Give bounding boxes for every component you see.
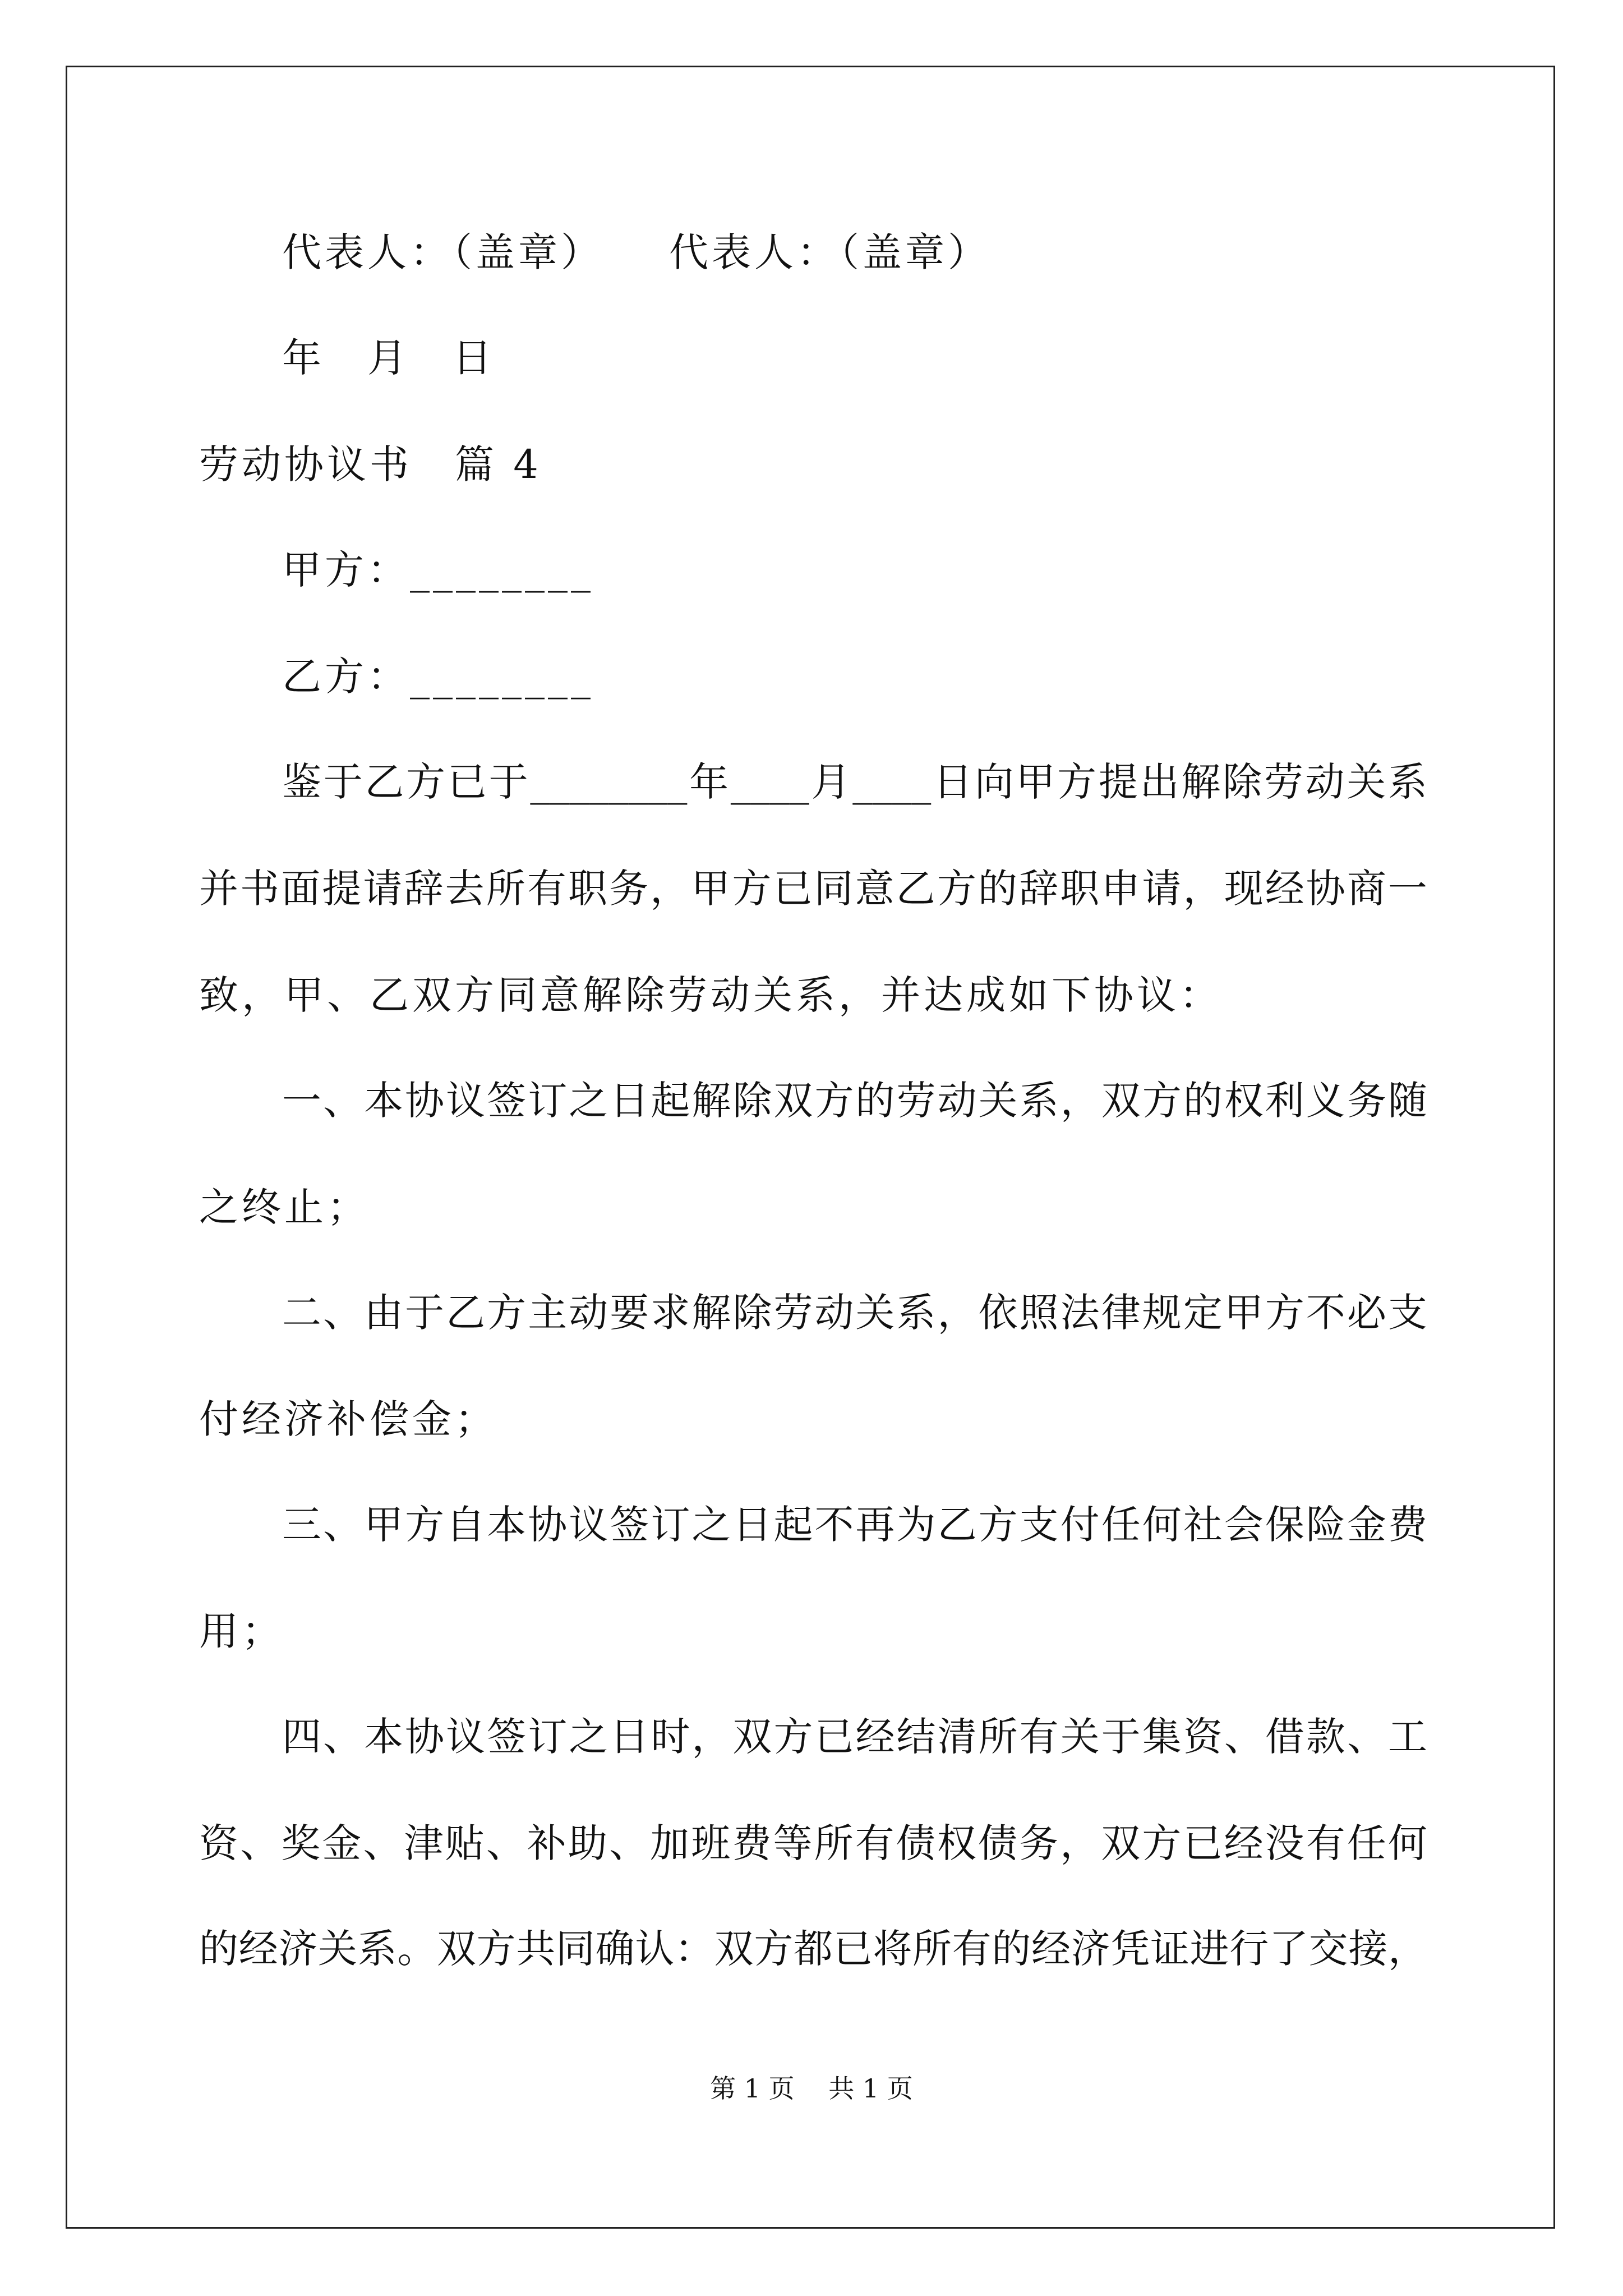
party-a-line: 甲方：________ xyxy=(282,547,594,593)
clause-3-line-2: 用； xyxy=(199,1608,284,1654)
section-title: 劳动协议书 篇 4 xyxy=(199,441,542,487)
intro-paragraph-line-3: 致，甲、乙双方同意解除劳动关系，并达成如下协议： xyxy=(199,972,1222,1018)
clause-2-line-2: 付经济补偿金； xyxy=(199,1396,497,1442)
clause-3-line-1: 三、甲方自本协议签订之日起不再为乙方支付任何社会保险金费 xyxy=(282,1502,1427,1548)
clause-1-line-1: 一、本协议签订之日起解除双方的劳动关系，双方的权利义务随 xyxy=(282,1078,1427,1124)
clause-1-line-2: 之终止； xyxy=(199,1184,370,1230)
intro-paragraph-line-2: 并书面提请辞去所有职务，甲方已同意乙方的辞职申请，现经协商一 xyxy=(199,866,1427,912)
intro-paragraph-line-1: 鉴于乙方已于________年____月____日向甲方提出解除劳动关系 xyxy=(282,759,1427,805)
signature-representatives-line: 代表人：（盖章） 代表人：（盖章） xyxy=(282,229,990,275)
party-b-line: 乙方：________ xyxy=(282,654,594,700)
clause-4-line-2: 资、奖金、津贴、补助、加班费等所有债权债务，双方已经没有任何 xyxy=(199,1820,1427,1866)
clause-4-line-1: 四、本协议签订之日时，双方已经结清所有关于集资、借款、工 xyxy=(282,1714,1427,1760)
date-line: 年 月 日 xyxy=(282,335,495,381)
clause-2-line-1: 二、由于乙方主动要求解除劳动关系，依照法律规定甲方不必支 xyxy=(282,1290,1427,1336)
page-border xyxy=(66,66,1555,2229)
page-number-footer: 第 1 页 共 1 页 xyxy=(710,2073,913,2104)
clause-4-line-3: 的经济关系。双方共同确认：双方都已将所有的经济凭证进行了交接， xyxy=(199,1926,1427,1972)
